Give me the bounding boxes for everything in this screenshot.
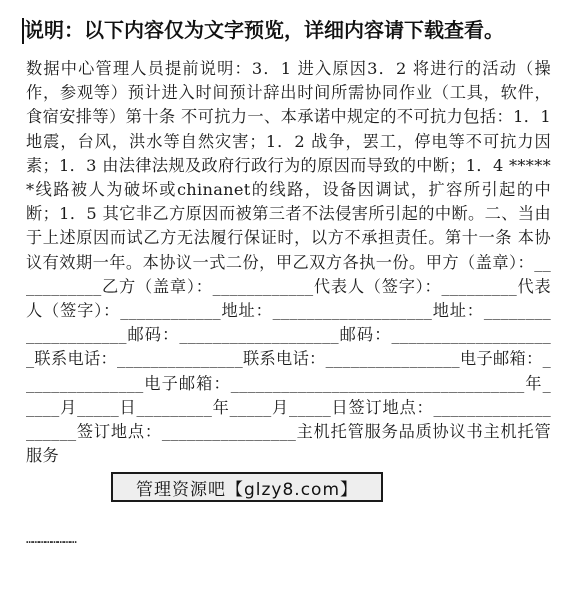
site-watermark: 管理资源吧【glzy8.com】 xyxy=(111,472,383,502)
truncation-ellipsis: …………………… xyxy=(26,532,76,546)
document-body: 数据中心管理人员提前说明：3．1 进入原因3．2 将进行的活动（操作，参观等）预计进入时间预计辞出时间所需协同作业（工具，软件，食宿安排等）第十条 不可抗力一、本承诺中规定的不可抗力包括：1．1 地震，台风，洪水等自然灾害；1．2 战争，罢工，停电等不可抗力因素；1．3 由法律法规及政府行政行为的原因而导致的中断；1．4 ******线路被人为破坏或chinanet的线路，设备因调试，扩容所引起的中断；1．5 其它非乙方原因而被第三者不法侵害所引起的中断。二、当由于上述原因而试乙方无法履行保证时，以方不承担责任。第十一条 本协议有效期一年。本协议一式二份，甲乙双方各执一份。甲方（盖章）：___________乙方（盖章）：____________代表人（签字）：_________代表人（签字）：____________地址：___________________地址：____________________邮码：___________________邮码：____________________联系电话：_______________联系电话：________________电子邮箱：_______________电子邮箱：___________________________________年_____月_____日_________年_____月_____日签订地点：____________________签订地点：________________主机托管服务品质协议书主机托管服务 xyxy=(26,59,551,466)
preview-notice: 说明：以下内容仅为文字预览，详细内容请下载查看。 xyxy=(24,18,504,42)
